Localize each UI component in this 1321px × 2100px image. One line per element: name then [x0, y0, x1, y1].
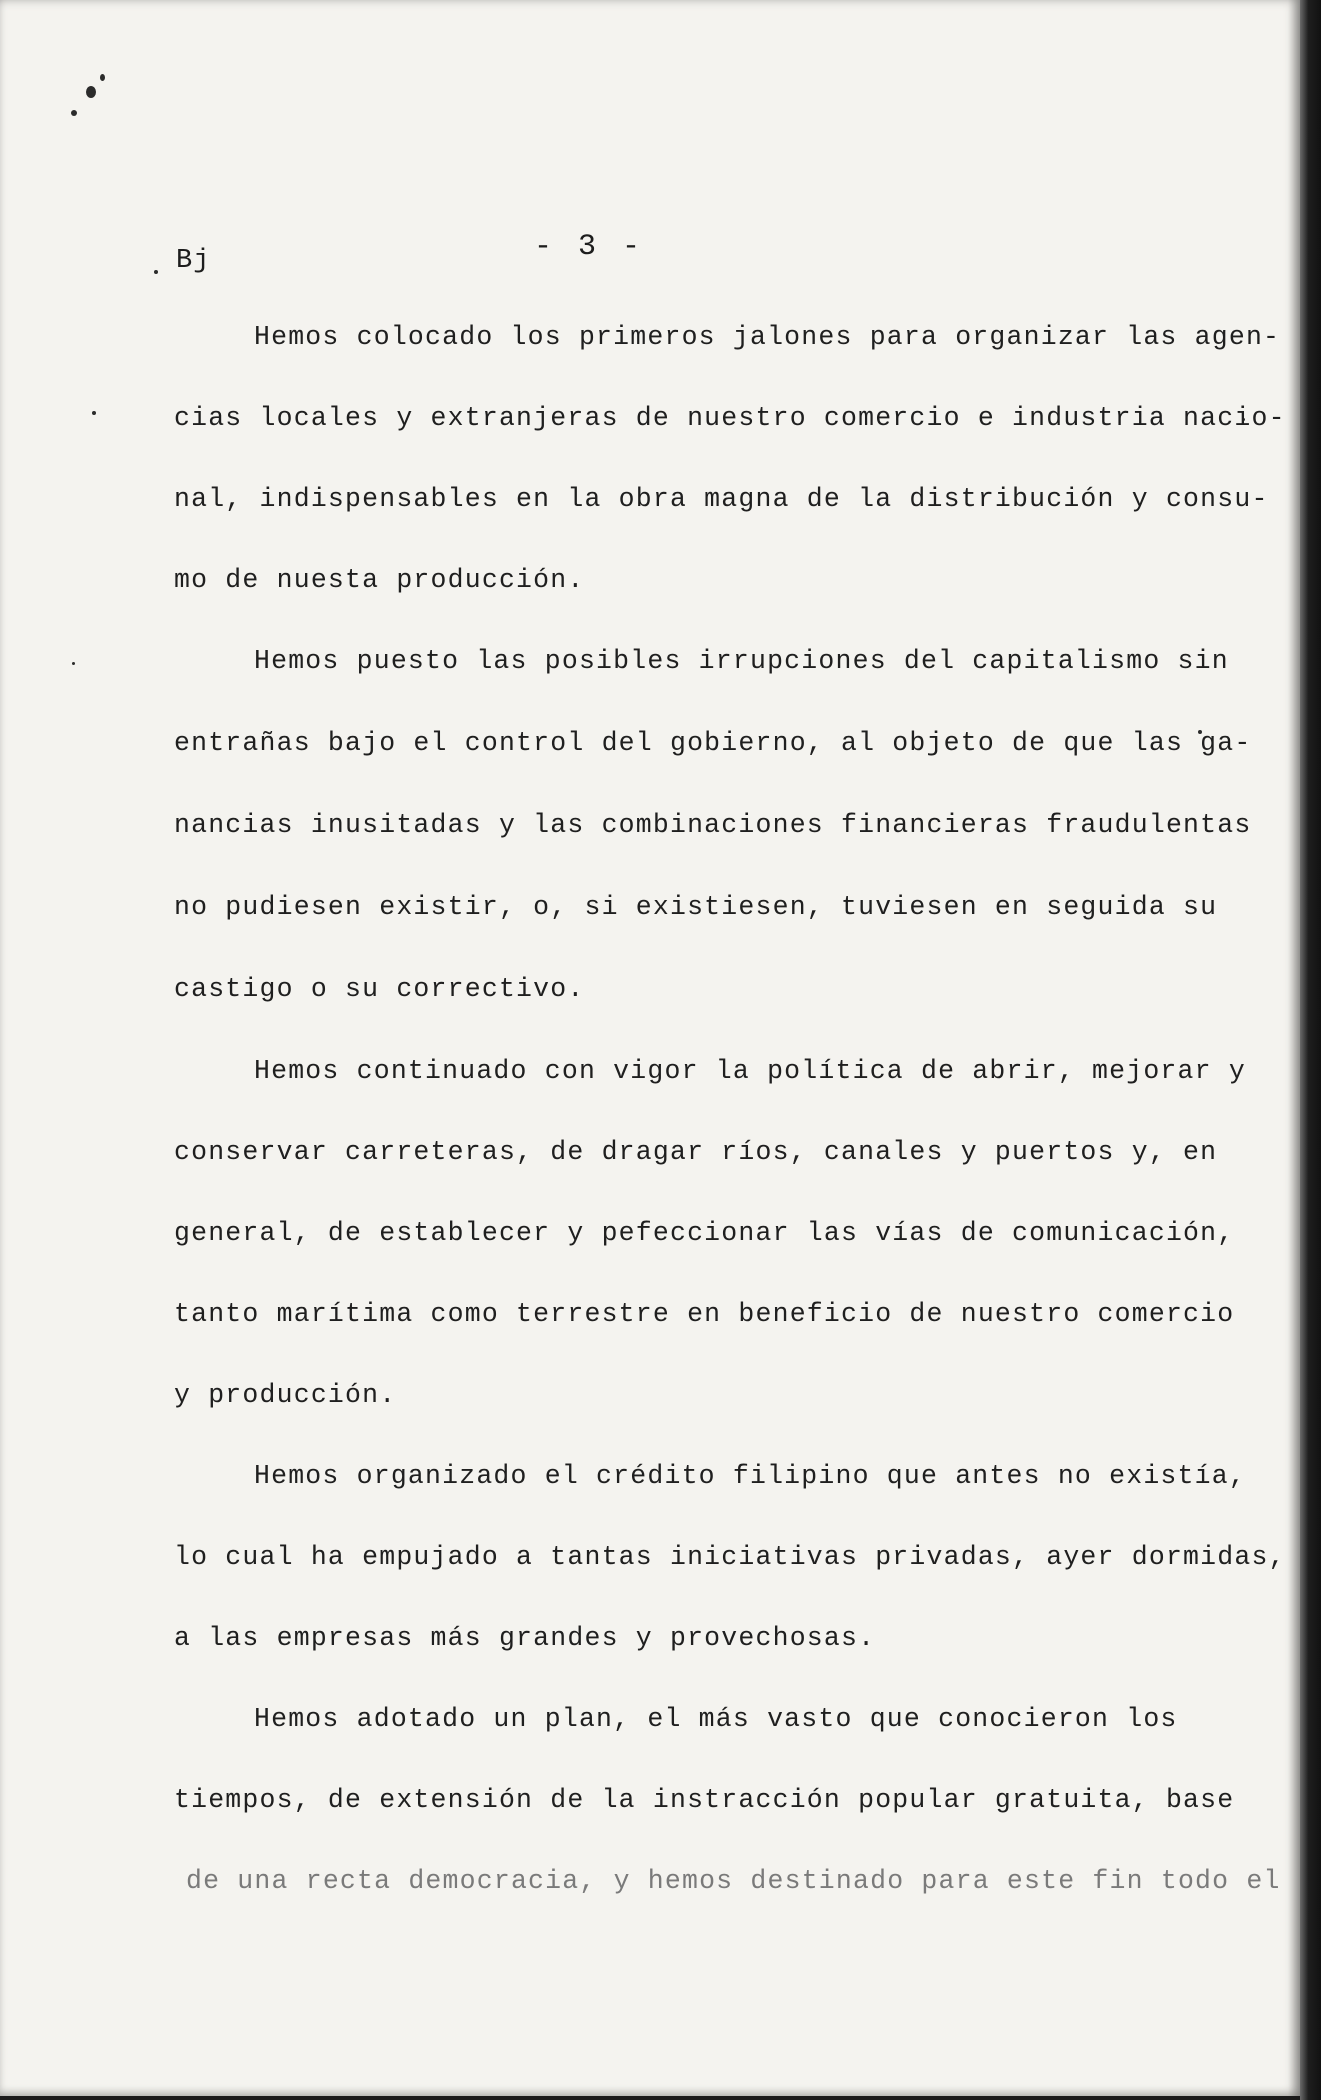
body-line: Hemos organizado el crédito filipino que antes no existía, [254, 1461, 1246, 1491]
header-initials: Bj [176, 246, 211, 276]
scan-speck [100, 74, 105, 81]
body-line: general, de establecer y pefeccionar las vías de comunicación, [174, 1218, 1235, 1248]
page-number: - 3 - [534, 230, 645, 264]
body-line: conservar carreteras, de dragar ríos, canales y puertos y, en [174, 1137, 1218, 1167]
body-line: entrañas bajo el control del gobierno, al objeto de que las ga- [174, 728, 1252, 758]
body-line: Hemos puesto las posibles irrupciones del capitalismo sin [254, 646, 1229, 676]
body-line: cias locales y extranjeras de nuestro comercio e industria nacio- [174, 403, 1286, 433]
body-line: nal, indispensables en la obra magna de la distribución y consu- [174, 484, 1269, 514]
body-line: no pudiesen existir, o, si existiesen, tuviesen en seguida su [174, 892, 1218, 922]
body-line: de una recta democracia, y hemos destinado para este fin todo el [186, 1866, 1281, 1896]
body-line: lo cual ha empujado a tantas iniciativas privadas, ayer dormidas, [174, 1542, 1286, 1572]
body-line: nancias inusitadas y las combinaciones financieras fraudulentas [174, 810, 1252, 840]
body-line: tanto marítima como terrestre en beneficio de nuestro comercio [174, 1299, 1235, 1329]
scan-right-edge [1300, 0, 1321, 2100]
scan-speck [154, 270, 158, 274]
body-line: a las empresas más grandes y provechosas. [174, 1623, 876, 1653]
body-line: Hemos continuado con vigor la política de abrir, mejorar y [254, 1056, 1246, 1086]
body-line: mo de nuesta producción. [174, 565, 585, 595]
scan-speck [72, 662, 75, 665]
scan-speck [86, 86, 96, 98]
body-line: Hemos colocado los primeros jalones para organizar las agen- [254, 322, 1281, 352]
body-line: y producción. [174, 1380, 397, 1410]
body-line: castigo o su correctivo. [174, 974, 585, 1004]
scan-speck [71, 110, 77, 116]
scan-speck [92, 411, 96, 415]
page-fold-shadow [1288, 0, 1300, 2096]
body-line: tiempos, de extensión de la instracción popular gratuita, base [174, 1785, 1235, 1815]
body-line: Hemos adotado un plan, el más vasto que conocieron los [254, 1704, 1178, 1734]
